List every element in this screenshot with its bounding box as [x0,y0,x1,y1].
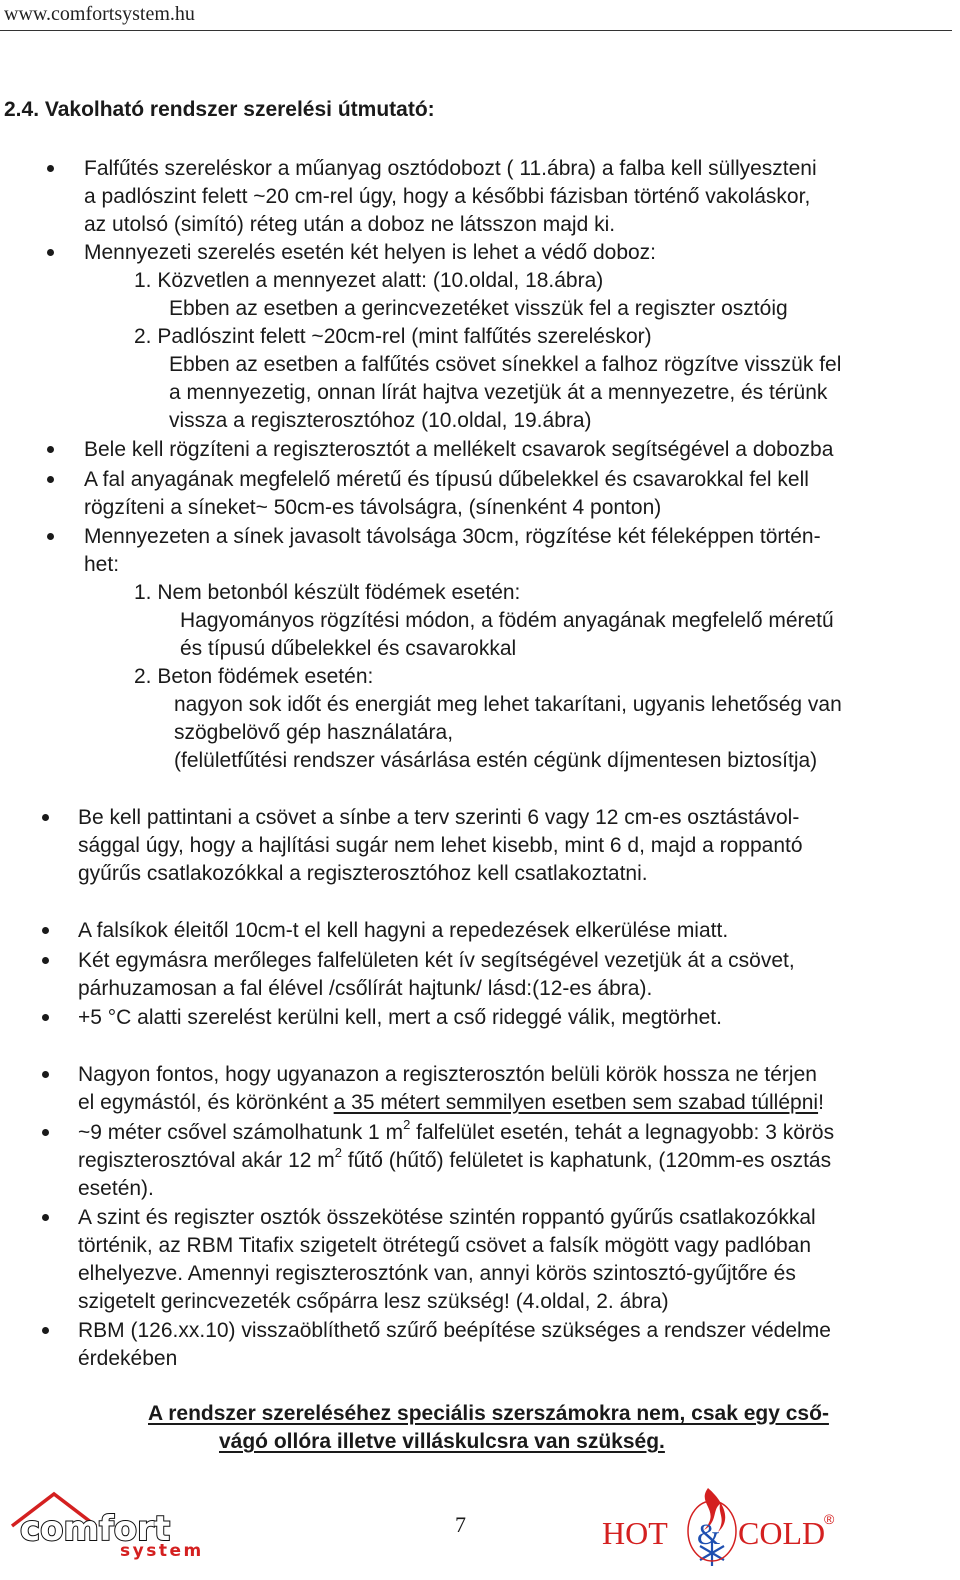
list-item-line: rögzíteni a síneket~ 50cm-es távolságra, (sínenként 4 ponton) [84,496,662,519]
list-item-line: a padlószint felett ~20 cm-rel úgy, hogy a későbbi fázisban történő vakoláskor, [84,185,811,208]
text-run: falfelület esetén, tehát a legnagyobb: 3 körös [410,1121,835,1144]
list-item-line: gyűrűs csatlakozókkal a regiszterosztóhoz kell csatlakoztatni. [78,862,648,885]
list-item-line: RBM (126.xx.10) visszaöblíthető szűrő beépítése szükséges a rendszer védelme [78,1319,831,1342]
list-item-line: sággal úgy, hogy a hajlítási sugár nem lehet kisebb, mint 6 d, majd a roppantó [78,834,803,857]
logo-sub-text: system [120,1541,204,1560]
bullet-icon [47,249,54,256]
numbered-item-line: és típusú dűbelekkel és csavarokkal [180,637,517,660]
page-title: 2.4. Vakolható rendszer szerelési útmutató: [4,98,435,121]
superscript: 2 [403,1117,411,1132]
bullet-icon [42,1014,49,1021]
list-item-line: párhuzamosan a fal élével /csőlírát hajtunk/ lásd:(12-es ábra). [78,977,653,1000]
numbered-item-line: Ebben az esetben a falfűtés csövet sínekkel a falhoz rögzítve visszük fel [169,353,842,376]
bullet-icon [47,446,54,453]
list-item-line: +5 °C alatti szerelést kerülni kell, mert a cső rideggé válik, megtörhet. [78,1006,722,1029]
list-item-line: A szint és regiszter osztók összekötése szintén roppantó gyűrűs csatlakozókkal [78,1206,816,1229]
emphasis-underline: a 35 métert semmilyen esetben sem szabad túllépni [333,1091,819,1114]
text-run: ! [818,1091,824,1114]
important-note-line: vágó ollóra illetve villáskulcsra van szükség. [219,1430,665,1453]
logo-main-text: comfort [20,1509,171,1549]
page-header [0,0,952,31]
bullet-icon [42,1214,49,1221]
comfort-system-logo [10,1490,220,1560]
text-run: fűtő (hűtő) felületet is kaphatunk, (120mm-es osztás [342,1149,832,1172]
list-item-line: Két egymásra merőleges falfelületen két ív segítségével vezetjük át a csövet, [78,949,795,972]
numbered-item-line: szögbelövő gép használatára, [174,721,454,744]
list-item-line [78,1089,824,1117]
numbered-item-line: 2. Beton födémek esetén: [134,665,374,688]
list-item-line: az utolsó (simító) réteg után a doboz ne látsszon majd ki. [84,213,616,236]
hot-and-cold-logo [600,1484,845,1568]
numbered-item-line: Ebben az esetben a gerincvezetéket visszük fel a regiszter osztóig [169,297,788,320]
numbered-item-line: Hagyományos rögzítési módon, a födém anyagának megfelelő méretű [180,609,834,632]
numbered-item-line: 1. Közvetlen a mennyezet alatt: (10.oldal, 18.ábra) [134,269,604,292]
list-item-line [78,1119,834,1147]
list-item-line: Nagyon fontos, hogy ugyanazon a regiszterosztón belüli körök hossza ne térjen [78,1063,817,1086]
text-run: regiszterosztóval akár 12 m [78,1149,335,1172]
bullet-icon [42,1071,49,1078]
bullet-icon [47,533,54,540]
logo-hot-text: HOT [602,1515,668,1551]
numbered-item-line: nagyon sok időt és energiát meg lehet takarítani, ugyanis lehetőség van [174,693,842,716]
list-item-line: Mennyezeten a sínek javasolt távolsága 30cm, rögzítése két féleképpen történ- [84,525,821,548]
header-url: www.comfortsystem.hu [4,3,195,25]
list-item-line: elhelyezve. Amennyi regiszterosztónk van, annyi körös szintosztó-gyűjtőre és [78,1262,796,1285]
bullet-icon [47,165,54,172]
logo-amp-text: & [697,1518,721,1551]
list-item-line: Be kell pattintani a csövet a sínbe a terv szerinti 6 vagy 12 cm-es osztástávol- [78,806,800,829]
list-item-line: A fal anyagának megfelelő méretű és típusú dűbelekkel és csavarokkal fel kell [84,468,809,491]
list-item-line: történik, az RBM Titafix szigetelt ötrétegű csövet a falsík mögött vagy padlóban [78,1234,812,1257]
list-item-line: Bele kell rögzíteni a regiszterosztót a mellékelt csavarok segítségével a dobozba [84,438,834,461]
list-item-line [78,1147,831,1175]
list-item-line: Falfűtés szereléskor a műanyag osztódobozt ( 11.ábra) a falba kell süllyeszteni [84,157,817,180]
bullet-icon [42,927,49,934]
list-item-line: A falsíkok éleitől 10cm-t el kell hagyni a repedezések elkerülése miatt. [78,919,729,942]
list-item-line: érdekében [78,1347,178,1370]
numbered-item-line: (felületfűtési rendszer vásárlása estén cégünk díjmentesen biztosítja) [174,749,818,772]
list-item-line: Mennyezeti szerelés esetén két helyen is lehet a védő doboz: [84,241,657,264]
bullet-icon [47,476,54,483]
numbered-item-line: vissza a regiszterosztóhoz (10.oldal, 19.ábra) [169,409,592,432]
numbered-item-line: 2. Padlószint felett ~20cm-rel (mint falfűtés szereléskor) [134,325,652,348]
text-run: el egymástól, és körönként [78,1091,334,1114]
list-item-line: szigetelt gerincvezeték csőpárra lesz szükség! (4.oldal, 2. ábra) [78,1290,669,1313]
text-run: ~9 méter csővel számolhatunk 1 m [78,1121,404,1144]
superscript: 2 [334,1145,343,1160]
numbered-item-line: 1. Nem betonból készült födémek esetén: [134,581,521,604]
logo-registered-mark: ® [824,1511,835,1527]
bullet-icon [42,1327,49,1334]
important-note-line: A rendszer szereléséhez speciális szerszámokra nem, csak egy cső- [148,1402,829,1425]
bullet-icon [42,1129,49,1136]
bullet-icon [42,814,49,821]
logo-cold-text: COLD [738,1515,826,1551]
list-item-line: het: [84,553,120,576]
page-number: 7 [455,1512,466,1537]
numbered-item-line: a mennyezetig, onnan lírát hajtva vezetjük át a mennyezetre, és térünk [169,381,828,404]
bullet-icon [42,957,49,964]
list-item-line: esetén). [78,1177,154,1200]
